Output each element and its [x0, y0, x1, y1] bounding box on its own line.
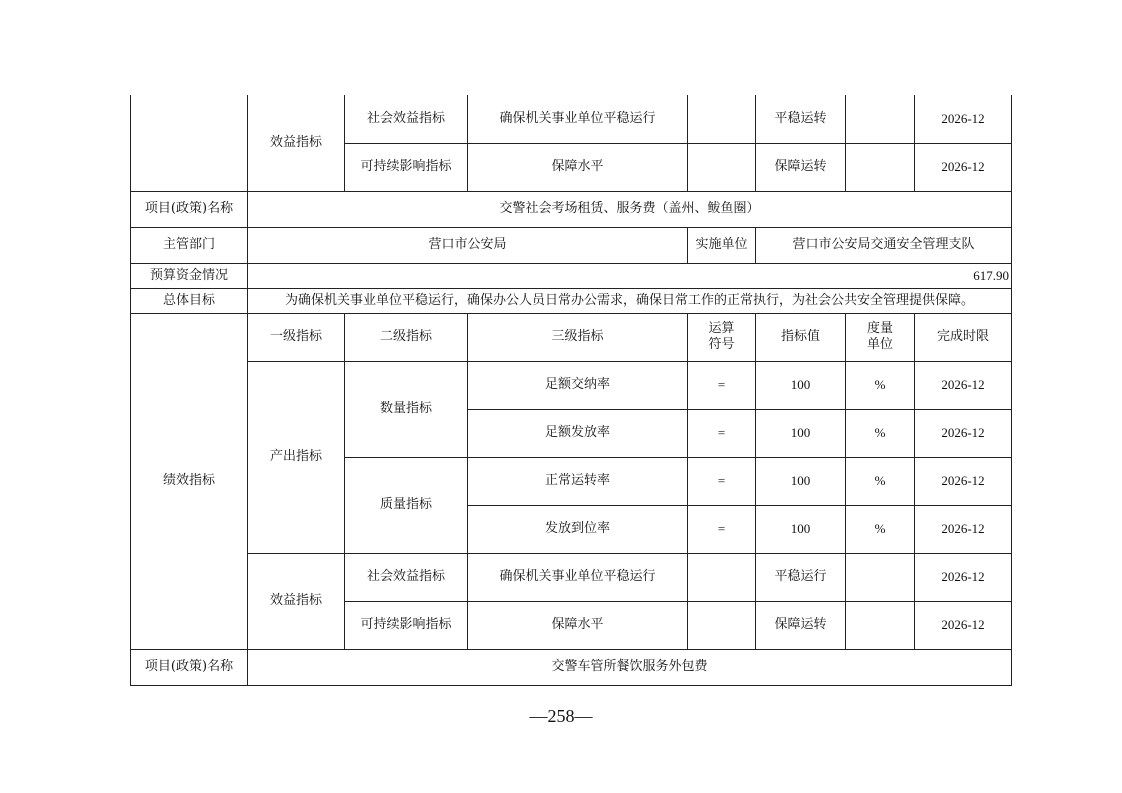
unit-cell: %	[846, 505, 915, 553]
table-row	[131, 95, 1012, 143]
unit-cell: %	[846, 457, 915, 505]
value-cell: 100	[756, 361, 846, 409]
level2-cell: 可持续影响指标	[345, 601, 468, 649]
header-level3: 三级指标	[468, 313, 688, 361]
benefit-label: 效益指标	[248, 553, 345, 649]
level3-cell: 足额交纳率	[468, 361, 688, 409]
header-level1: 一级指标	[248, 313, 345, 361]
page-number: —258—	[529, 706, 593, 726]
deadline-cell: 2026-12	[915, 409, 1012, 457]
unit-cell: %	[846, 361, 915, 409]
table-row	[131, 288, 1012, 313]
level3-cell: 保障水平	[468, 601, 688, 649]
table-row	[131, 263, 1012, 288]
deadline-cell: 2026-12	[915, 505, 1012, 553]
header-operator	[688, 313, 756, 361]
header-value: 指标值	[756, 313, 846, 361]
header-operator-line2: 符号	[708, 337, 735, 352]
next-project-name-value: 交警车管所餐饮服务外包费	[248, 649, 1012, 685]
dept-value: 营口市公安局	[248, 227, 688, 263]
operator-cell	[688, 95, 756, 143]
level3-cell: 确保机关事业单位平稳运行	[468, 95, 688, 143]
level2-cell: 可持续影响指标	[345, 143, 468, 191]
deadline-cell: 2026-12	[915, 553, 1012, 601]
operator-cell	[688, 553, 756, 601]
unit-cell	[846, 95, 915, 143]
quantity-label: 数量指标	[345, 361, 468, 457]
impl-label: 实施单位	[688, 227, 756, 263]
header-unit	[846, 313, 915, 361]
perf-label: 绩效指标	[131, 313, 248, 649]
operator-cell: =	[688, 361, 756, 409]
table-row	[131, 313, 1012, 361]
goal-label: 总体目标	[131, 288, 248, 313]
header-level2: 二级指标	[345, 313, 468, 361]
operator-cell	[688, 601, 756, 649]
dept-label: 主管部门	[131, 227, 248, 263]
value-cell: 平稳运转	[756, 95, 846, 143]
next-project-name-label: 项目(政策)名称	[131, 649, 248, 685]
table-row	[131, 191, 1012, 227]
budget-label: 预算资金情况	[131, 263, 248, 288]
operator-cell: =	[688, 505, 756, 553]
deadline-cell: 2026-12	[915, 95, 1012, 143]
level3-cell: 保障水平	[468, 143, 688, 191]
level1-cell: 效益指标	[248, 95, 345, 191]
level2-cell: 社会效益指标	[345, 553, 468, 601]
operator-cell: =	[688, 457, 756, 505]
deadline-cell: 2026-12	[915, 457, 1012, 505]
table-row	[131, 227, 1012, 263]
value-cell: 100	[756, 457, 846, 505]
deadline-cell: 2026-12	[915, 143, 1012, 191]
unit-cell	[846, 601, 915, 649]
level3-cell: 足额发放率	[468, 409, 688, 457]
value-cell: 保障运转	[756, 601, 846, 649]
output-label: 产出指标	[248, 361, 345, 553]
table-row	[131, 361, 1012, 409]
budget-value: 617.90	[248, 263, 1012, 288]
unit-cell	[846, 553, 915, 601]
continued-perf-label-cell	[131, 95, 248, 191]
header-unit-line1: 度量	[866, 321, 893, 336]
project-name-label: 项目(政策)名称	[131, 191, 248, 227]
unit-cell	[846, 143, 915, 191]
table-row	[131, 649, 1012, 685]
goal-value: 为确保机关事业单位平稳运行，确保办公人员日常办公需求，确保日常工作的正常执行，为社会公共安全管理提供保障。	[248, 288, 1012, 313]
operator-cell	[688, 143, 756, 191]
operator-cell: =	[688, 409, 756, 457]
header-unit-line2: 单位	[866, 337, 893, 352]
budget-performance-table	[130, 95, 1012, 686]
level3-cell: 正常运转率	[468, 457, 688, 505]
header-operator-line1: 运算	[708, 321, 735, 336]
value-cell: 平稳运行	[756, 553, 846, 601]
level2-cell: 社会效益指标	[345, 95, 468, 143]
deadline-cell: 2026-12	[915, 601, 1012, 649]
quality-label: 质量指标	[345, 457, 468, 553]
level3-cell: 确保机关事业单位平稳运行	[468, 553, 688, 601]
project-name-value: 交警社会考场租赁、服务费（盖州、鲅鱼圈）	[248, 191, 1012, 227]
impl-value: 营口市公安局交通安全管理支队	[756, 227, 1012, 263]
level3-cell: 发放到位率	[468, 505, 688, 553]
unit-cell: %	[846, 409, 915, 457]
deadline-cell: 2026-12	[915, 361, 1012, 409]
value-cell: 100	[756, 409, 846, 457]
table-row	[131, 553, 1012, 601]
value-cell: 100	[756, 505, 846, 553]
value-cell: 保障运转	[756, 143, 846, 191]
header-deadline: 完成时限	[915, 313, 1012, 361]
